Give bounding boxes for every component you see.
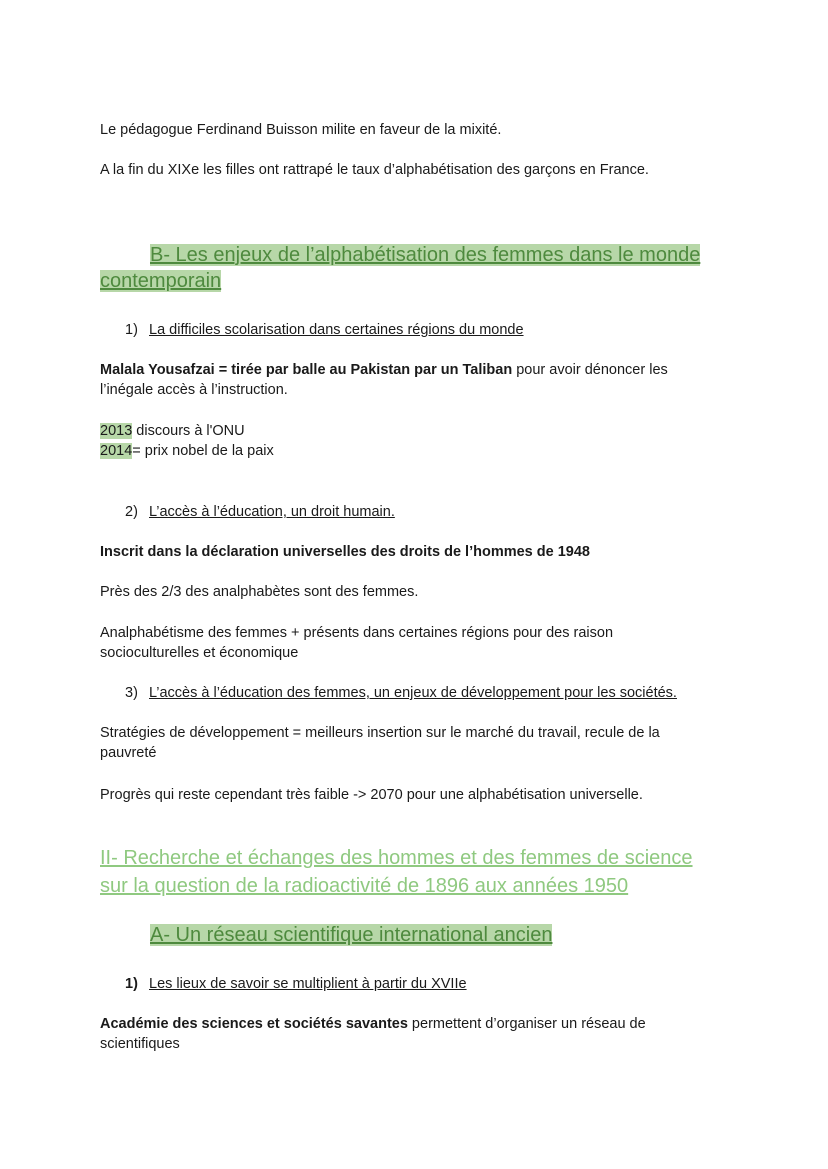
academie-paragraph-line2: scientifiques	[100, 1036, 180, 1052]
analphabetisme-line1: Analphabétisme des femmes + présents dans certaines régions pour des raison	[100, 625, 614, 641]
intro-paragraph-1: Le pédagogue Ferdinand Buisson milite en faveur de la mixité.	[100, 122, 502, 138]
year-2014-line: 2014= prix nobel de la paix	[100, 443, 274, 459]
progres-paragraph: Progrès qui reste cependant très faible -> 2070 pour une alphabétisation universelle.	[100, 787, 643, 803]
strategies-line2: pauvreté	[100, 745, 157, 761]
declaration-paragraph: Inscrit dans la déclaration universelles des droits de l’hommes de 1948	[100, 544, 590, 560]
section-b-title-line1: B- Les enjeux de l’alphabétisation des femmes dans le monde	[150, 244, 701, 266]
analphabetisme-line2: socioculturelles et économique	[100, 645, 299, 661]
malala-paragraph-line2: l’inégale accès à l’instruction.	[100, 382, 288, 398]
year-2013-line: 2013 discours à l'ONU	[100, 423, 245, 439]
list-item-a1: 1) Les lieux de savoir se multiplient à partir du XVIIe	[125, 976, 467, 992]
malala-paragraph-line1: Malala Yousafzai = tirée par balle au Pakistan par un Taliban pour avoir dénoncer les	[100, 362, 668, 378]
section-ii-title-line2: sur la question de la radioactivité de 1896 aux années 1950	[100, 875, 629, 897]
section-ii-title-line1: II- Recherche et échanges des hommes et des femmes de science	[100, 847, 693, 869]
academie-paragraph-line1: Académie des sciences et sociétés savantes permettent d’organiser un réseau de	[100, 1016, 646, 1032]
analphabetes-paragraph: Près des 2/3 des analphabètes sont des femmes.	[100, 584, 419, 600]
list-item-b1: 1) La difficiles scolarisation dans certaines régions du monde	[125, 322, 524, 338]
section-b-title-line2: contemporain	[100, 270, 222, 292]
list-item-b2: 2) L’accès à l’éducation, un droit humain.	[125, 504, 395, 520]
list-item-b3: 3) L’accès à l’éducation des femmes, un enjeux de développement pour les sociétés.	[125, 685, 677, 701]
strategies-line1: Stratégies de développement = meilleurs insertion sur le marché du travail, recule de la	[100, 725, 660, 741]
intro-paragraph-2: A la fin du XIXe les filles ont rattrapé le taux d’alphabétisation des garçons en France.	[100, 162, 649, 178]
section-a-title: A- Un réseau scientifique international ancien	[150, 924, 553, 946]
